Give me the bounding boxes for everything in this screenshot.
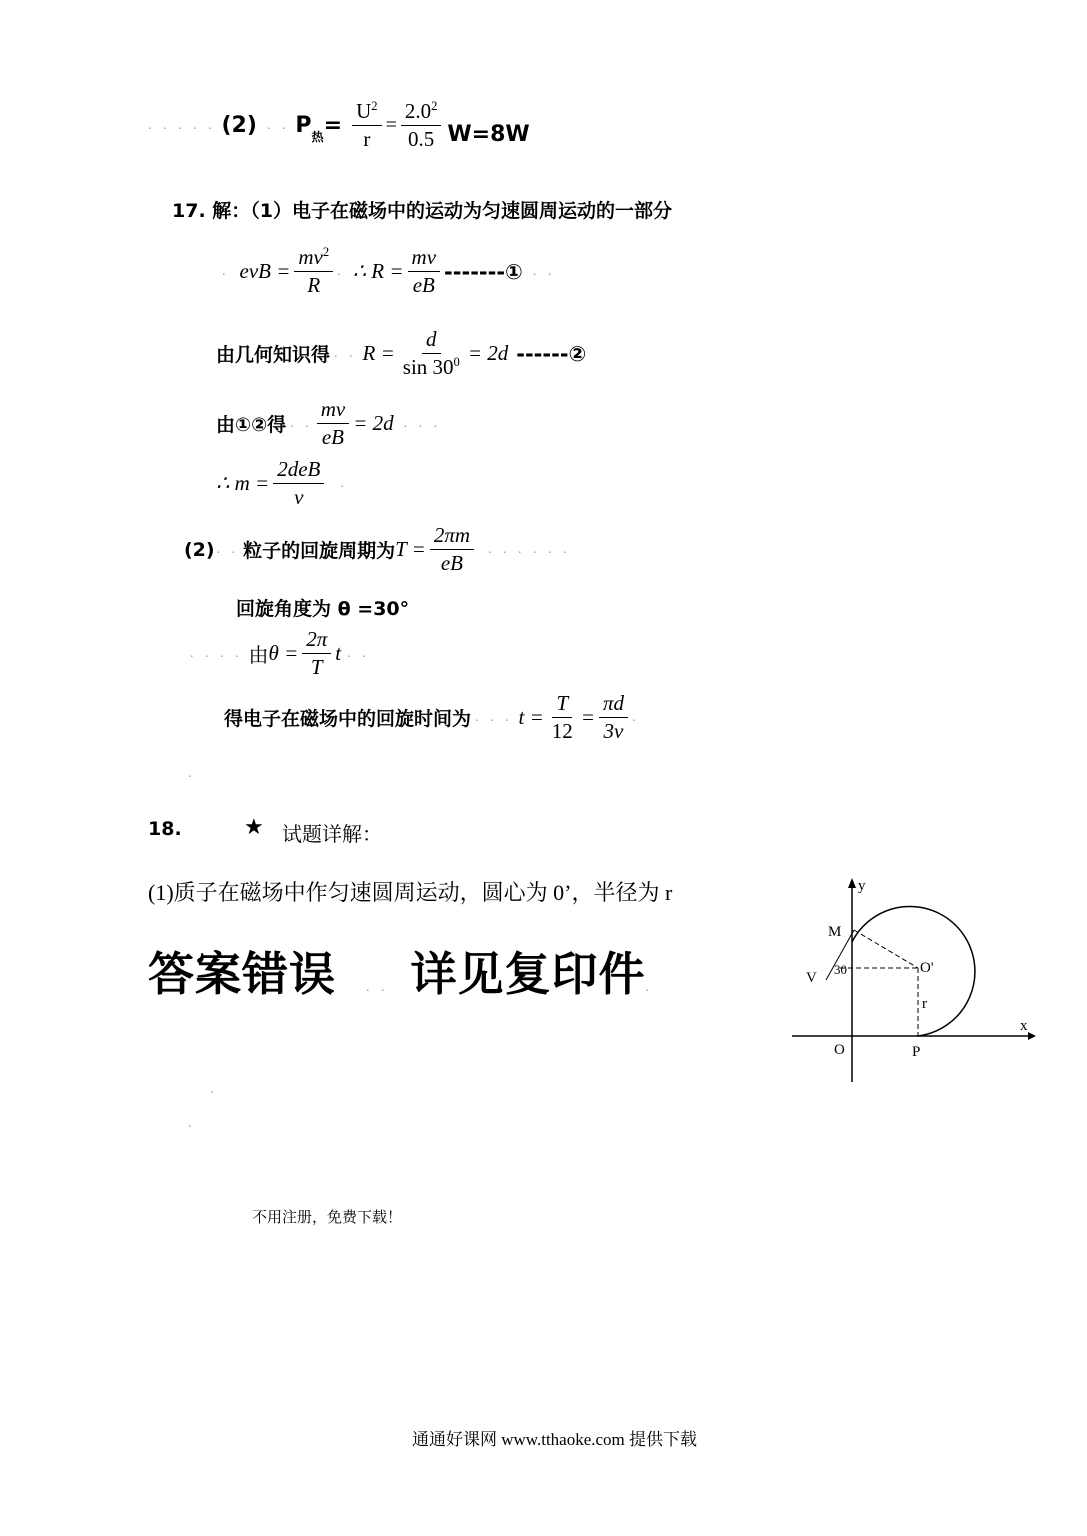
frac-numerator: U (356, 99, 372, 123)
frac-numerator: T (552, 692, 572, 718)
q18-title: 试题详解： (282, 824, 382, 846)
q18-number: 18. (148, 818, 182, 840)
fraction-mv2-over-r (294, 246, 333, 297)
frac-denominator: R (307, 273, 321, 298)
fraction-pid-over-3v (599, 692, 628, 743)
frac-numerator: 2π (302, 628, 331, 654)
q17-line3 (216, 398, 441, 449)
frac-numerator: 2.0 (404, 99, 432, 123)
fraction-2pi-over-t (302, 628, 331, 679)
fraction-mv-over-eb (317, 398, 350, 449)
leader-dots: . . (334, 345, 357, 361)
frac-numerator: mv (317, 398, 350, 424)
origin-label: O (834, 1042, 845, 1058)
frac-denominator: 12 (551, 719, 573, 744)
point-m-label: M (828, 924, 842, 940)
stray-dot: . (188, 1116, 196, 1131)
frac-numerator: mv (298, 245, 323, 269)
leader-dots: . (631, 709, 640, 725)
stray-dot: . (210, 1082, 218, 1097)
leader-dots: . . . (403, 415, 442, 431)
time-equals: = (580, 705, 595, 730)
free-download-note: 不用注册，免费下载！ (252, 1208, 403, 1226)
leader-dots: . . (290, 415, 313, 431)
lorentz-lhs: evB = (239, 259, 291, 284)
power-subscript: 热 (311, 130, 324, 145)
leader-dots: . . . . . (148, 117, 216, 133)
trajectory-figure (780, 870, 1050, 1085)
geometry-label: 由几何知识得 (216, 344, 331, 367)
leader-dots: . (222, 263, 230, 279)
frac-denominator-exp: 0 (453, 355, 460, 370)
center-label: O' (920, 960, 934, 976)
q17-line2 (216, 328, 586, 379)
equation-mark-1: -------① (444, 259, 523, 284)
fraction-2deb-over-v (273, 458, 324, 509)
q17-line1 (222, 246, 555, 297)
q18-statement: (1)质子在磁场中作匀速圆周运动，圆心为 0’，半径为 r (148, 880, 673, 905)
leader-dots: . (340, 475, 348, 491)
leader-dots: . . (216, 541, 240, 557)
frac-numerator: 2πm (430, 524, 474, 550)
eq16-equals-2: = (385, 114, 397, 137)
star-icon: ★ (244, 815, 264, 840)
rotation-angle: 回旋角度为 θ =30° (236, 598, 410, 620)
eq16-line (148, 100, 530, 151)
y-axis-arrow (848, 878, 856, 888)
theta-lhs: θ = (268, 641, 299, 666)
frac-numerator: 2deB (273, 458, 324, 484)
radius-lhs: R = (362, 341, 395, 366)
time-label: 得电子在磁场中的回旋时间为 (224, 708, 472, 731)
radius-label: r (922, 996, 927, 1012)
point-p-label: P (912, 1044, 921, 1060)
mass-lhs: ∴ m = (216, 471, 270, 496)
fraction-mv-over-eb (408, 246, 441, 297)
eq16-result: W=8W (447, 122, 530, 148)
frac-denominator: r (363, 127, 371, 152)
x-axis-arrow (1028, 1032, 1036, 1040)
frac-denominator: eB (321, 425, 345, 450)
leader-dots: . . (266, 117, 290, 133)
frac-denominator: eB (440, 551, 464, 576)
x-axis-label: x (1020, 1018, 1028, 1034)
period-label: 粒子的回旋周期为 (243, 540, 396, 563)
frac-numerator: πd (599, 692, 628, 718)
radius-rhs: = 2d (467, 341, 509, 366)
leader-dots: . . . (475, 709, 513, 725)
frac-numerator: d (422, 328, 441, 354)
correction-stamp (148, 938, 653, 1004)
period-lhs: T = (395, 537, 426, 562)
frac-denominator: 0.5 (407, 127, 435, 152)
power-symbol: P (295, 113, 312, 139)
fraction-u2-over-r (352, 100, 381, 151)
leader-dots: . (645, 980, 653, 995)
q17-line7 (224, 692, 639, 743)
leader-dots: . . . . . . (488, 541, 571, 557)
frac-numerator: mv (408, 246, 441, 272)
radius-to-m (854, 930, 918, 968)
theta-rhs: t (335, 641, 342, 666)
q17-part2 (184, 524, 571, 575)
combine-label: 由①②得 (216, 414, 287, 437)
frac-numerator-exp: 2 (322, 245, 330, 259)
combine-rhs: = 2d (353, 411, 394, 436)
fraction-d-over-sin30 (399, 328, 464, 379)
radius-lhs: ∴ R = (352, 259, 404, 284)
q17-line4 (216, 458, 348, 509)
fraction-2pim-over-eb (430, 524, 474, 575)
leader-dots: . . (532, 263, 556, 279)
fraction-2-over-05 (401, 100, 442, 151)
frac-denominator: T (310, 655, 323, 680)
frac-denominator: sin 30 (402, 355, 454, 380)
from-label: 由 (248, 645, 269, 668)
frac-denominator: eB (412, 273, 435, 298)
time-lhs: t = (518, 705, 544, 730)
leader-dots: . (337, 263, 345, 279)
stray-dot: . (188, 766, 196, 781)
eq16-equals: = (323, 113, 343, 139)
frac-denominator: 3v (603, 719, 624, 744)
velocity-label: V (806, 970, 817, 986)
equation-mark-2: ------② (516, 341, 587, 366)
frac-numerator-exp: 2 (371, 99, 378, 113)
leader-dots: . . (366, 980, 389, 995)
frac-denominator: v (294, 485, 304, 510)
frac-numerator-exp: 2 (431, 99, 438, 113)
part2-prefix: (2) (184, 538, 215, 561)
q17-line6 (190, 628, 370, 679)
stamp-wrong-answer: 答案错误 (148, 947, 336, 1001)
leader-dots: . . (347, 645, 370, 661)
eq16-prefix: (2) (221, 113, 257, 139)
y-axis-label: y (858, 878, 866, 894)
leader-dots: . . . . (190, 645, 243, 661)
stamp-see-copy: 详见复印件 (410, 947, 646, 1001)
q17-heading: 17. 解：（1）电子在磁场中的运动为匀速圆周运动的一部分 (172, 200, 672, 222)
angle-label: 30 (834, 962, 847, 977)
fraction-t-over-12 (548, 692, 577, 743)
footer-source: 通通好课网 www.tthaoke.com 提供下载 (412, 1430, 698, 1449)
trajectory-arc (852, 907, 975, 1036)
